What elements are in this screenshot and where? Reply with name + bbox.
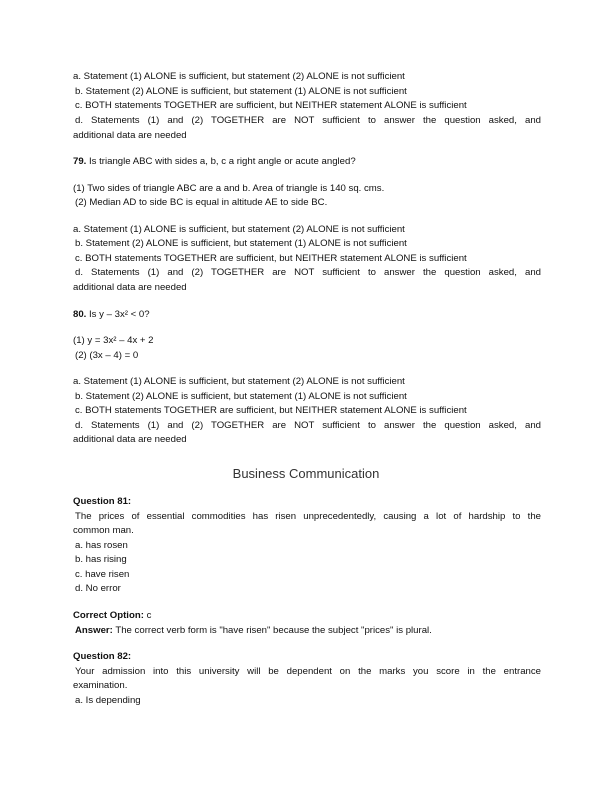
q82-text-line1: Your admission into this university will be dependent on the marks you score in the entrance (75, 666, 541, 677)
q81-option-d: d. No error (75, 583, 121, 594)
q81-answer (75, 625, 541, 637)
option-c: c. BOTH statements TOGETHER are sufficient, but NEITHER statement ALONE is sufficient (75, 100, 467, 111)
correct-option-label: Correct Option: (73, 610, 144, 621)
q80-option-d-line2: additional data are needed (73, 434, 187, 445)
q79-statement-2: (2) Median AD to side BC is equal in altitude AE to side BC. (75, 197, 328, 208)
q79-option-b: b. Statement (2) ALONE is sufficient, but statement (1) ALONE is not sufficient (75, 238, 407, 249)
question-text: Is triangle ABC with sides a, b, c a right angle or acute angled? (89, 156, 356, 167)
question-text: Is y – 3x² < 0? (89, 309, 150, 320)
q81-option-a: a. has rosen (75, 540, 128, 551)
q81-correct-option (73, 610, 541, 622)
q80-option-a: a. Statement (1) ALONE is sufficient, but statement (2) ALONE is not sufficient (73, 376, 405, 387)
q80-statement-2: (2) (3x – 4) = 0 (75, 350, 139, 361)
q80-statement-1: (1) y = 3x² – 4x + 2 (73, 335, 154, 346)
option-d-line1: d. Statements (1) and (2) TOGETHER are NOT sufficient to answer the question asked, and (75, 115, 541, 126)
q79-option-a: a. Statement (1) ALONE is sufficient, but statement (2) ALONE is not sufficient (73, 224, 405, 235)
q81-text-line2: common man. (73, 525, 134, 536)
q80-option-b: b. Statement (2) ALONE is sufficient, but statement (1) ALONE is not sufficient (75, 391, 407, 402)
option-b: b. Statement (2) ALONE is sufficient, but statement (1) ALONE is not sufficient (75, 86, 407, 97)
q79-option-d-line1: d. Statements (1) and (2) TOGETHER are NOT sufficient to answer the question asked, and (75, 267, 541, 278)
q81-option-b: b. has rising (75, 554, 127, 565)
section-heading: Business Communication (232, 466, 380, 481)
question-80 (73, 309, 541, 321)
q79-option-c: c. BOTH statements TOGETHER are sufficient, but NEITHER statement ALONE is sufficient (75, 253, 467, 264)
question-number: 80. (73, 309, 87, 320)
q80-option-d-line1: d. Statements (1) and (2) TOGETHER are NOT sufficient to answer the question asked, and (75, 420, 541, 431)
answer-text: The correct verb form is "have risen" because the subject "prices" is plural. (115, 625, 432, 636)
q81-option-c: c. have risen (75, 569, 130, 580)
q80-option-c: c. BOTH statements TOGETHER are sufficient, but NEITHER statement ALONE is sufficient (75, 405, 467, 416)
q82-option-a: a. Is depending (75, 695, 141, 706)
question-82-label: Question 82: (73, 651, 132, 662)
option-a: a. Statement (1) ALONE is sufficient, but statement (2) ALONE is not sufficient (73, 71, 405, 82)
correct-option-value: c (146, 610, 152, 621)
question-number: 79. (73, 156, 87, 167)
option-d-line2: additional data are needed (73, 130, 187, 141)
question-79 (73, 156, 541, 168)
q79-statement-1: (1) Two sides of triangle ABC are a and b. Area of triangle is 140 sq. cms. (73, 183, 385, 194)
q81-text-line1: The prices of essential commodities has risen unprecedentedly, causing a lot of hardship to the (75, 511, 541, 522)
question-81-label: Question 81: (73, 496, 132, 507)
q79-option-d-line2: additional data are needed (73, 282, 187, 293)
q82-text-line2: examination. (73, 680, 128, 691)
answer-label: Answer: (75, 625, 113, 636)
